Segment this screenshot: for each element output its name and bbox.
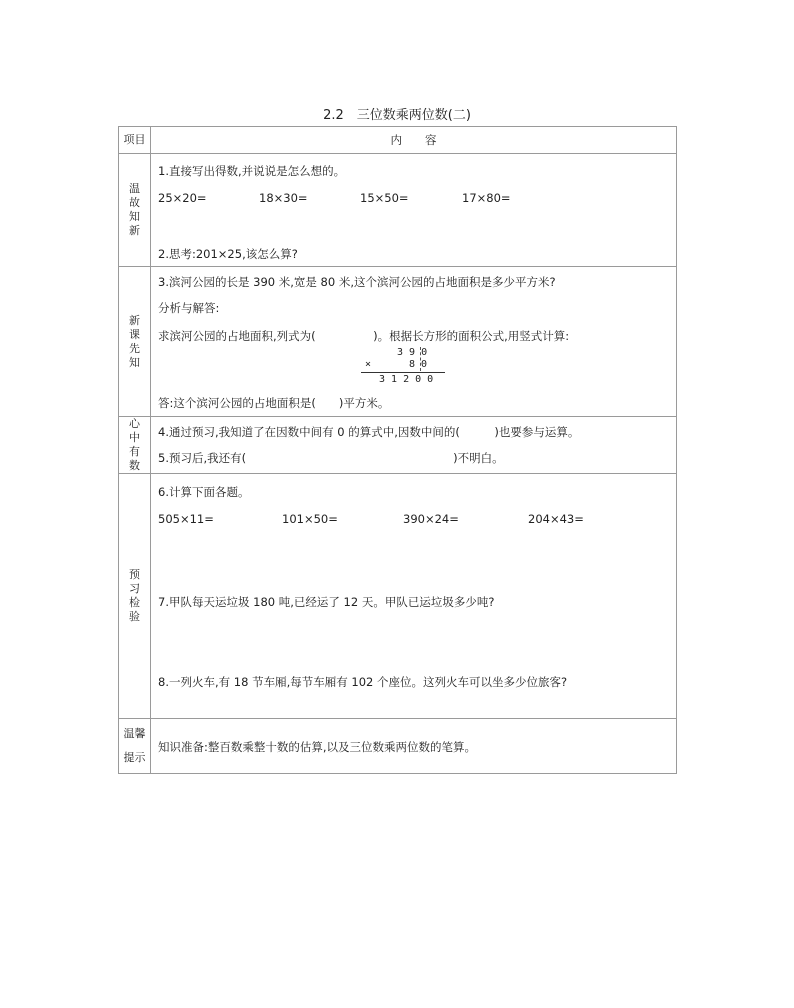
page-title: 2.2 三位数乘两位数(二) xyxy=(323,108,471,123)
section-content-mind xyxy=(151,417,677,474)
product: 3 1 2 0 0 xyxy=(379,374,434,385)
question-8: 8.一列火车,有 18 节车厢,每节车厢有 102 个座位。这列火车可以坐多少位旅客? xyxy=(158,675,568,689)
label-char: 新 xyxy=(129,224,140,237)
multiplier: 8 0 xyxy=(409,359,428,370)
label-char: 心 xyxy=(129,417,140,430)
section-review xyxy=(119,154,677,267)
question-7: 7.甲队每天运垃圾 180 吨,已经运了 12 天。甲队已运垃圾多少吨? xyxy=(158,595,495,609)
section-check xyxy=(119,474,677,719)
analysis-label: 分析与解答: xyxy=(158,301,220,315)
calc-item: 25×20= xyxy=(158,191,207,205)
label-char: 验 xyxy=(129,610,140,623)
calc-item: 15×50= xyxy=(360,191,409,205)
label-char: 温馨 xyxy=(123,727,146,740)
question-2: 2.思考:201×25,该怎么算? xyxy=(158,247,298,261)
question-3: 3.滨河公园的长是 390 米,宽是 80 米,这个滨河公园的占地面积是多少平方米? xyxy=(158,275,556,289)
calc-item: 17×80= xyxy=(462,191,511,205)
formula-line: 求滨河公园的占地面积,列式为( )。根据长方形的面积公式,用竖式计算: xyxy=(158,329,570,343)
question-4: 4.通过预习,我知道了在因数中间有 0 的算式中,因数中间的( )也要参与运算。 xyxy=(158,425,580,439)
label-char: 习 xyxy=(129,582,140,595)
calc-item: 204×43= xyxy=(528,512,584,526)
section-new xyxy=(119,267,677,417)
label-char: 故 xyxy=(129,196,140,209)
header-item: 项目 xyxy=(119,127,151,154)
calc-item: 390×24= xyxy=(403,512,459,526)
section-content-tip xyxy=(151,719,677,774)
section-label-check xyxy=(119,474,151,719)
label-char: 新 xyxy=(129,313,140,327)
calc-item: 18×30= xyxy=(259,191,308,205)
question-5: 5.预习后,我还有( )不明白。 xyxy=(158,451,504,465)
section-label-new xyxy=(119,267,151,417)
label-char: 中 xyxy=(129,431,140,444)
label-char: 数 xyxy=(129,459,140,472)
label-char: 知 xyxy=(129,210,140,223)
multiplicand: 3 9 0 xyxy=(397,347,428,358)
label-char: 知 xyxy=(129,355,140,369)
section-tip xyxy=(119,719,677,774)
tip-text: 知识准备:整百数乘整十数的估算,以及三位数乘两位数的笔算。 xyxy=(158,740,477,754)
header-content: 内 容 xyxy=(151,127,677,154)
label-char: 预 xyxy=(129,568,140,581)
section-content-new xyxy=(151,267,677,417)
answer-line: 答:这个滨河公园的占地面积是( )平方米。 xyxy=(158,396,390,410)
header-row xyxy=(119,127,677,154)
section-label-mind xyxy=(119,417,151,474)
question-1: 1.直接写出得数,并说说是怎么想的。 xyxy=(158,164,346,178)
label-char: 有 xyxy=(129,445,140,458)
place-divider xyxy=(420,347,421,371)
label-char: 先 xyxy=(129,341,140,355)
section-content-review xyxy=(151,154,677,267)
section-label-review xyxy=(119,154,151,267)
label-char: 检 xyxy=(129,596,140,609)
calc-item: 101×50= xyxy=(282,512,338,526)
result-line xyxy=(361,372,445,373)
times-sign: × xyxy=(365,359,372,370)
calc-item: 505×11= xyxy=(158,512,214,526)
label-char: 温 xyxy=(129,182,140,195)
question-6: 6.计算下面各题。 xyxy=(158,485,250,499)
worksheet-table xyxy=(118,126,677,774)
section-content-check xyxy=(151,474,677,719)
label-char: 课 xyxy=(129,327,140,341)
section-mind xyxy=(119,417,677,474)
label-char: 提示 xyxy=(123,751,146,764)
section-label-tip xyxy=(119,719,151,774)
